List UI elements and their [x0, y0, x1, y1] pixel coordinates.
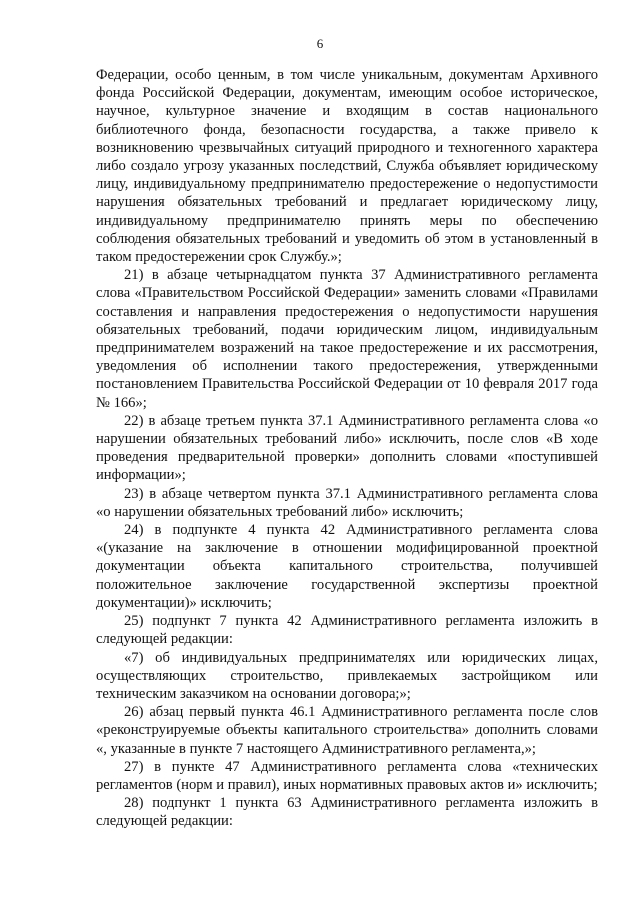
paragraph-continuation: Федерации, особо ценным, в том числе уникальным, документам Архивного фонда Российской Федерации, документам, имеющим особое историческое, научное, культурное значение и входящим в состав национального библиотечного фонда, безопасности государства, а также привело к возникновению чрезвычайных ситуаций природного и техногенного характера либо создало угрозу указанных последствий, Служба объявляет юридическому лицу, индивидуальному предпринимателю предостережение о недопустимости нарушения обязательных требований и предлагает юридическому лицу, индивидуальному предпринимателю принять меры по обеспечению соблюдения обязательных требований и уведомить об этом в установленный в таком предостережении срок Службу.»;	[96, 67, 598, 266]
paragraph-item-24: 24) в подпункте 4 пункта 42 Административного регламента слова «(указание на заключение в отношении модифицированной проектной документации объекта капитального строительства, получившей положительное заключение государственной экспертизы проектной документации)» исключить;	[96, 522, 598, 611]
paragraph-item-21: 21) в абзаце четырнадцатом пункта 37 Административного регламента слова «Правительством Российской Федерации» заменить словами «Правилами составления и направления предостережения о недопустимости нарушения обязательных требований, подачи юридическим лицом, индивидуальным предпринимателем возражений на такое предостережение и их рассмотрения, уведомления об исполнении такого предостережения, утвержденными постановлением Правительства Российской Федерации от 10 февраля 2017 года № 166»;	[96, 267, 598, 411]
document-body	[96, 66, 598, 831]
page-number: 6	[316, 36, 324, 51]
paragraph-item-25: 25) подпункт 7 пункта 42 Административного регламента изложить в следующей редакции:	[96, 613, 598, 648]
paragraph-item-27: 27) в пункте 47 Административного регламента слова «технических регламентов (норм и правил), иных нормативных правовых актов и» исключить;	[96, 758, 598, 793]
paragraph-item-23: 23) в абзаце четвертом пункта 37.1 Административного регламента слова «о нарушении обязательных требований либо» исключить;	[96, 485, 598, 520]
paragraph-item-25-quote: «7) об индивидуальных предпринимателях или юридических лицах, осуществляющих строительство, привлекаемых застройщиком или техническим заказчиком на основании договора;»;	[96, 649, 598, 702]
paragraph-item-28: 28) подпункт 1 пункта 63 Административного регламента изложить в следующей редакции:	[96, 795, 598, 830]
paragraph-item-22: 22) в абзаце третьем пункта 37.1 Административного регламента слова «о нарушении обязательных требований либо» исключить, после слов «В ходе проведения предварительной проверки» дополнить словами «поступившей информации»;	[96, 412, 598, 484]
paragraph-item-26: 26) абзац первый пункта 46.1 Административного регламента после слов «реконструируемые объекты капитального строительства» дополнить словами «, указанные в пункте 7 настоящего Административного регламента,»;	[96, 704, 598, 757]
